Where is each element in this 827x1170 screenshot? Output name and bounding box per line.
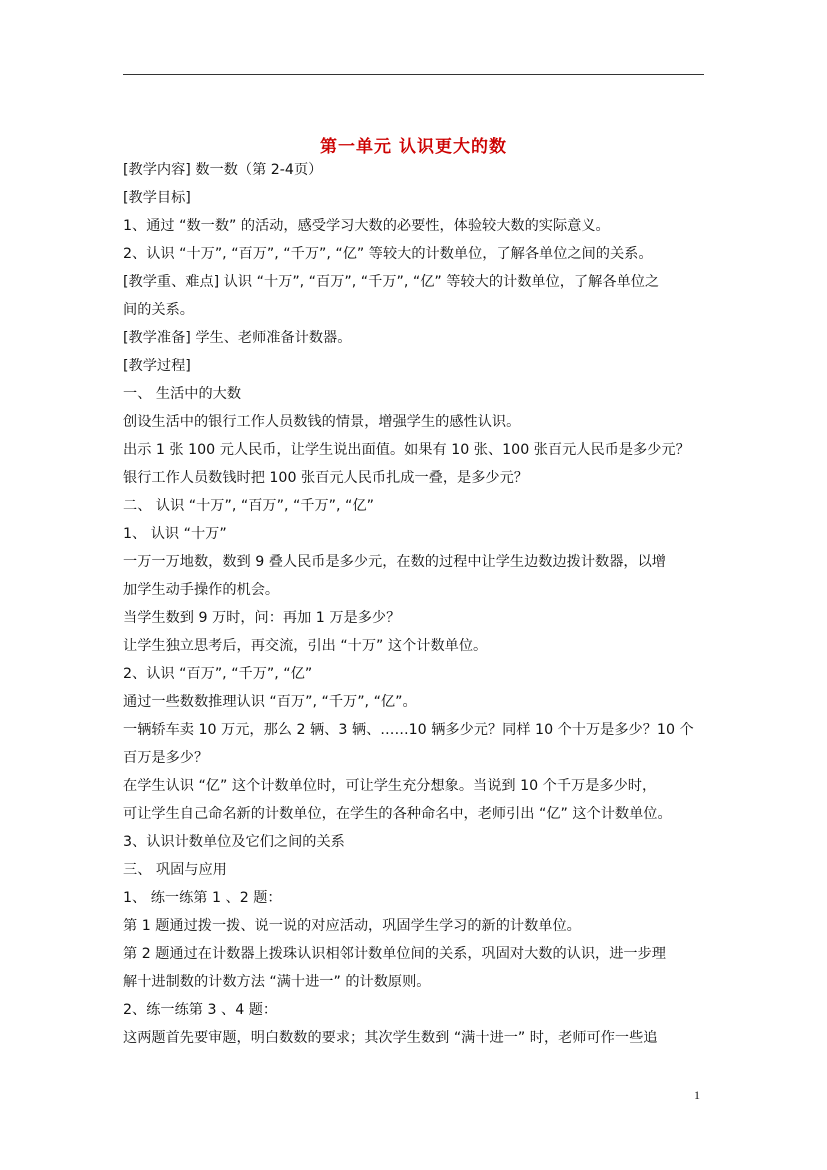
- paragraph-line: 1、通过 “数一数” 的活动，感受学习大数的必要性，体验较大数的实际意义。: [123, 218, 610, 234]
- paragraph-line: 加学生动手操作的机会。: [123, 582, 280, 598]
- paragraph-line: 通过一些数数推理认识 “百万”, “千万”, “亿”。: [123, 694, 417, 710]
- paragraph-line: 一万一万地数，数到 9 叠人民币是多少元，在数的过程中让学生边数边拨计数器，以增: [123, 554, 666, 570]
- subsection-heading: 1、 认识 “十万”: [123, 526, 227, 542]
- paragraph-line: [教学过程]: [123, 358, 191, 374]
- section-heading: 一、 生活中的大数: [123, 386, 242, 402]
- paragraph-line: 让学生独立思考后，再交流，引出 “十万” 这个计数单位。: [123, 638, 488, 654]
- paragraph-line: 银行工作人员数钱时把 100 张百元人民币扎成一叠，是多少元？: [123, 470, 528, 486]
- paragraph-line: 第 2 题通过在计数器上拨珠认识相邻计数单位间的关系，巩固对大数的认识，进一步理: [123, 946, 666, 962]
- paragraph-line: [教学重、难点] 认识 “十万”, “百万”, “千万”, “亿” 等较大的计数单位，了解各单位之: [123, 274, 660, 290]
- section-heading: 二、 认识 “十万”, “百万”, “千万”, “亿”: [123, 498, 374, 514]
- subsection-heading: 2、练一练第 3 、4 题：: [123, 1002, 278, 1018]
- subsection-heading: 2、认识 “百万”, “千万”, “亿”: [123, 666, 313, 682]
- document-title: 第一单元 认识更大的数: [320, 137, 507, 157]
- paragraph-line: [教学准备] 学生、老师准备计数器。: [123, 330, 352, 346]
- paragraph-line: 出示 1 张 100 元人民币，让学生说出面值。如果有 10 张、100 张百元人民币是多少元？: [123, 442, 690, 458]
- paragraph-line: 在学生认识 “亿” 这个计数单位时，可让学生充分想象。当说到 10 个千万是多少时，: [123, 778, 657, 794]
- paragraph-line: 当学生数到 9 万时，问：再加 1 万是多少？: [123, 610, 401, 626]
- paragraph-line: 创设生活中的银行工作人员数钱的情景，增强学生的感性认识。: [123, 414, 521, 430]
- subsection-heading: 1、 练一练第 1 、2 题：: [123, 890, 282, 906]
- paragraph-line: 这两题首先要审题，明白数数的要求；其次学生数到 “满十进一” 时，老师可作一些追: [123, 1030, 658, 1046]
- paragraph-line: 一辆轿车卖 10 万元，那么 2 辆、3 辆、……10 辆多少元？同样 10 个十万是多少？10 个: [123, 722, 694, 738]
- paragraph-line: 百万是多少？: [123, 750, 209, 766]
- subsection-heading: 3、认识计数单位及它们之间的关系: [123, 834, 345, 850]
- paragraph-line: 可让学生自己命名新的计数单位，在学生的各种命名中，老师引出 “亿” 这个计数单位。: [123, 806, 672, 822]
- paragraph-line: [教学内容] 数一数（第 2-4页）: [123, 162, 323, 178]
- paragraph-line: [教学目标]: [123, 190, 191, 206]
- paragraph-line: 间的关系。: [123, 302, 194, 318]
- paragraph-line: 2、认识 “十万”, “百万”, “千万”, “亿” 等较大的计数单位，了解各单位之间的关系。: [123, 246, 653, 262]
- section-heading: 三、 巩固与应用: [123, 862, 227, 878]
- paragraph-line: 解十进制数的计数方法 “满十进一” 的计数原则。: [123, 974, 431, 990]
- paragraph-line: 第 1 题通过拨一拨、说一说的对应活动，巩固学生学习的新的计数单位。: [123, 918, 581, 934]
- page-number: 1: [694, 1088, 700, 1102]
- header-rule: [123, 74, 704, 75]
